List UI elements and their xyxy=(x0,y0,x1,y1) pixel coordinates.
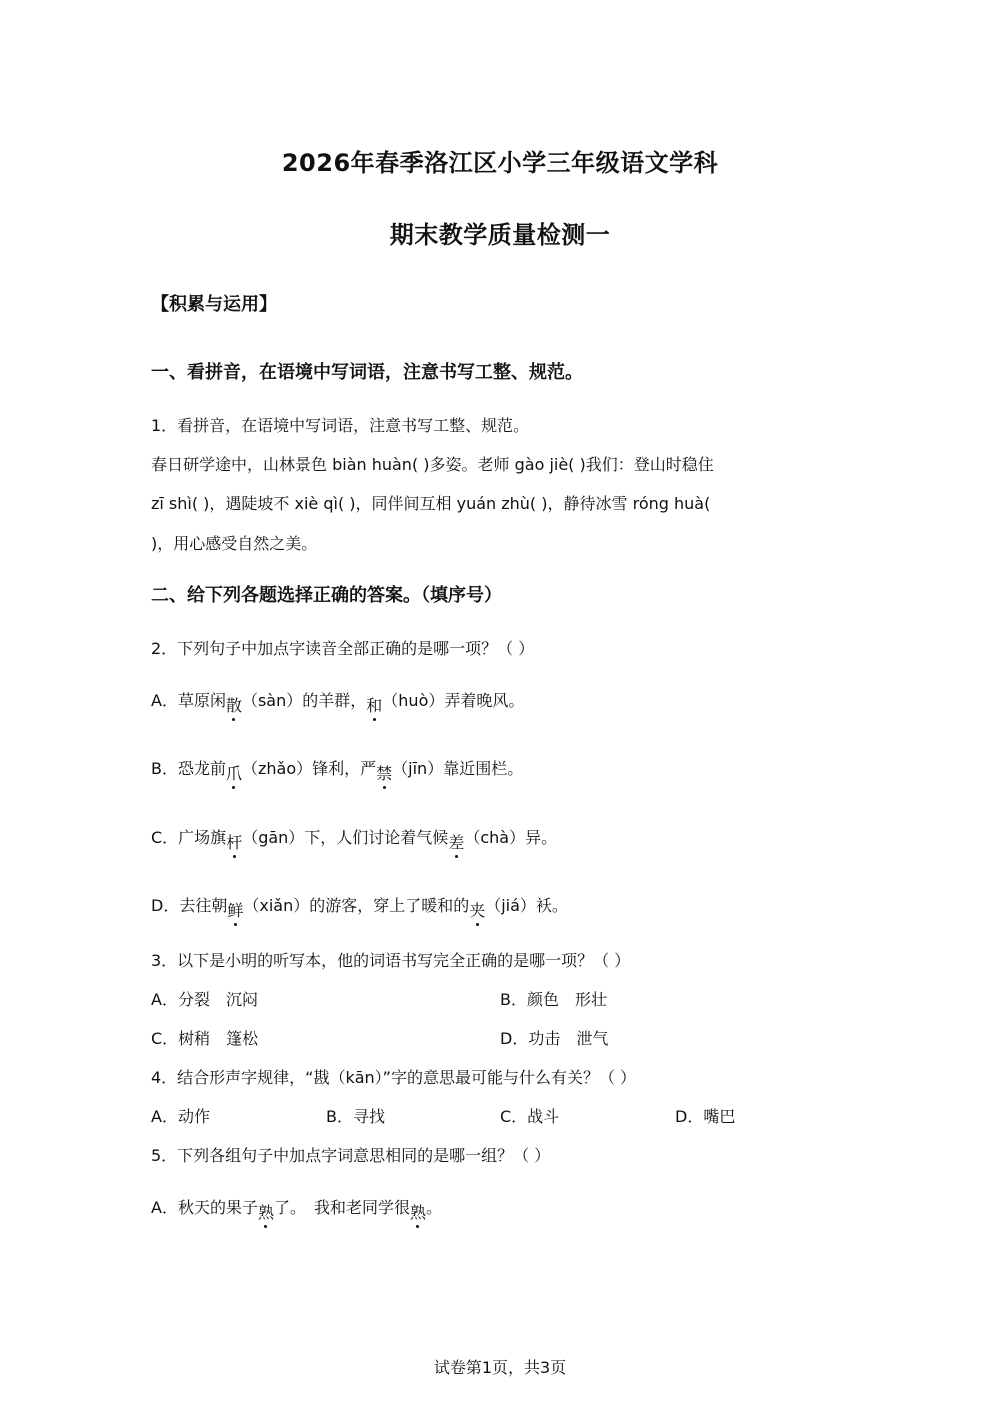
q3-option-c: C．树稍 篷松 xyxy=(151,1029,259,1048)
q2-option-d xyxy=(151,893,568,920)
q3-stem: 3．以下是小明的听写本，他的词语书写完全正确的是哪一项？（ ） xyxy=(151,951,631,970)
option-text: （jīn）靠近围栏。 xyxy=(392,759,524,778)
option-text: （zhǎo）锋利，严 xyxy=(242,759,377,778)
q4-option-b: B．寻找 xyxy=(326,1107,385,1126)
section1-heading: 一、看拼音，在语境中写词语，注意书写工整、规范。 xyxy=(151,362,583,383)
q3-option-d: D．功击 泄气 xyxy=(500,1029,609,1048)
q4-option-d: D．嘴巴 xyxy=(675,1107,736,1126)
q3-option-a: A．分裂 沉闷 xyxy=(151,990,258,1009)
option-text: A．秋天的果子 xyxy=(151,1198,258,1217)
q2-option-c xyxy=(151,825,558,852)
option-text: D．去往朝 xyxy=(151,896,228,915)
q3-option-b: B．颜色 形壮 xyxy=(500,990,607,1009)
dotted-char: 夹 xyxy=(469,898,485,921)
option-text: （sàn）的羊群， xyxy=(241,691,367,710)
option-text: （huò）弄着晚风。 xyxy=(382,691,525,710)
page-footer: 试卷第1页，共3页 xyxy=(433,1358,567,1377)
option-text: A．草原闲 xyxy=(151,691,226,710)
q2-stem: 2．下列句子中加点字读音全部正确的是哪一项？（ ） xyxy=(151,639,535,658)
exam-title-line1: 2026年春季洛江区小学三年级语文学科 xyxy=(281,149,719,177)
q2-option-a xyxy=(151,688,525,715)
option-text: （gān）下，人们讨论着气候 xyxy=(242,828,449,847)
option-text: 了。 我和老同学很 xyxy=(273,1198,410,1217)
q1-text-line2: zī shì( )，遇陡坡不 xiè qì( )，同伴间互相 yuán zhù( )，静待冰雪 róng huà( xyxy=(151,494,711,513)
part-heading: 【积累与运用】 xyxy=(151,294,277,315)
dotted-char: 差 xyxy=(448,830,464,853)
q1-text-line1: 春日研学途中，山林景色 biàn huàn( )多姿。老师 gào jiè( )我们：登山时稳住 xyxy=(151,455,714,474)
dotted-char: 和 xyxy=(366,693,382,716)
dotted-char: 散 xyxy=(226,693,242,716)
option-text: （xiǎn）的游客，穿上了暖和的 xyxy=(243,896,470,915)
dotted-char: 鲜 xyxy=(227,898,243,921)
option-text: （jiá）袄。 xyxy=(485,896,568,915)
option-text: B．恐龙前 xyxy=(151,759,226,778)
q1-text-line3: )，用心感受自然之美。 xyxy=(151,534,318,553)
dotted-char: 熟 xyxy=(410,1200,426,1223)
q4-option-a: A．动作 xyxy=(151,1107,210,1126)
q2-option-b xyxy=(151,756,524,783)
q5-stem: 5．下列各组句子中加点字词意思相同的是哪一组？（ ） xyxy=(151,1146,551,1165)
option-text: （chà）异。 xyxy=(464,828,558,847)
option-text: 。 xyxy=(426,1198,443,1217)
exam-title-line2: 期末教学质量检测一 xyxy=(389,221,611,249)
option-text: C．广场旗 xyxy=(151,828,227,847)
q1-stem: 1．看拼音，在语境中写词语，注意书写工整、规范。 xyxy=(151,416,530,435)
q4-option-c: C．战斗 xyxy=(500,1107,560,1126)
section2-heading: 二、给下列各题选择正确的答案。（填序号） xyxy=(151,585,502,606)
dotted-char: 禁 xyxy=(376,761,392,784)
dotted-char: 杆 xyxy=(226,830,242,853)
q5-option-a xyxy=(151,1195,443,1222)
q4-stem: 4．结合形声字规律，“戡（kān）”字的意思最可能与什么有关？（ ） xyxy=(151,1068,637,1087)
dotted-char: 熟 xyxy=(258,1200,274,1223)
dotted-char: 爪 xyxy=(226,761,242,784)
